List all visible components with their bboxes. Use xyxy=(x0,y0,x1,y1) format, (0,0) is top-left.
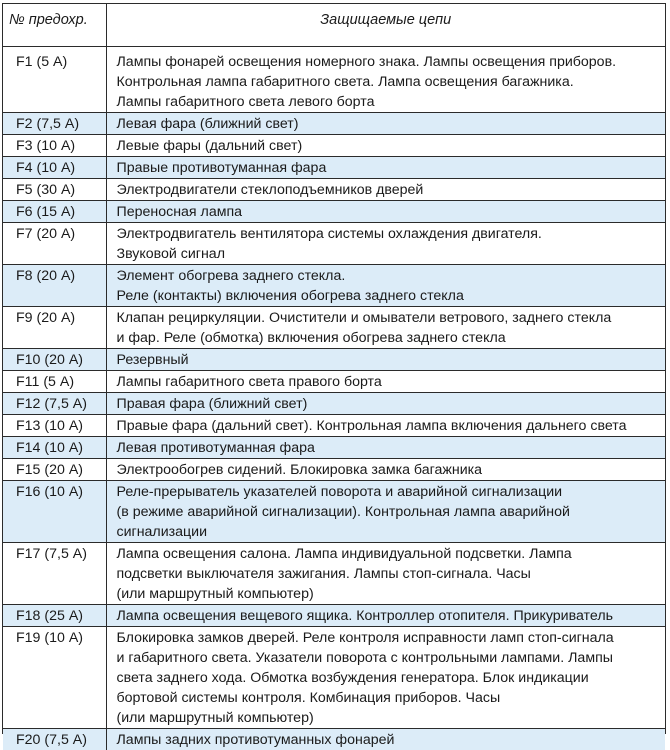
description-line: Левые фары (дальний свет) xyxy=(116,137,303,154)
table-row xyxy=(3,480,665,542)
table-row xyxy=(3,156,665,178)
description-line: Правые фара (дальний свет). Контрольная лампа включения дальнего света xyxy=(116,417,627,434)
fuse-id-cell: F10 (20 А) xyxy=(3,348,106,370)
table-row xyxy=(3,414,665,436)
table-row xyxy=(3,200,665,222)
fuse-id-cell: F14 (10 А) xyxy=(3,436,106,458)
circuit-description-cell xyxy=(106,348,665,370)
table-row xyxy=(3,348,665,370)
description-line: (или маршрутный компьютер) xyxy=(116,709,314,726)
fuse-table xyxy=(3,4,665,750)
fuse-id-cell: F15 (20 А) xyxy=(3,458,106,480)
circuit-description-cell xyxy=(106,222,665,264)
description-line: подсветки выключателя зажигания. Лампы стоп-сигнала. Часы xyxy=(116,565,531,582)
fuse-id-cell: F20 (7,5 А) xyxy=(3,728,106,750)
circuit-description-cell xyxy=(106,178,665,200)
table-row xyxy=(3,604,665,626)
description-line: бортовой системы контроля. Комбинация приборов. Часы xyxy=(116,689,501,706)
table-row xyxy=(3,626,665,728)
fuse-id-cell: F3 (10 А) xyxy=(3,134,106,156)
table-body xyxy=(3,46,665,750)
table-row xyxy=(3,728,665,750)
fuse-id-cell: F5 (30 А) xyxy=(3,178,106,200)
fuse-id-cell: F4 (10 А) xyxy=(3,156,106,178)
description-line: сигнализации xyxy=(116,523,207,540)
description-line: Правые противотуманная фара xyxy=(116,159,327,176)
table-row xyxy=(3,264,665,306)
table-row xyxy=(3,458,665,480)
circuit-description-cell xyxy=(106,370,665,392)
table-header-row xyxy=(3,4,665,46)
description-line: Электродвигатели стеклоподъемников дверей xyxy=(116,181,424,198)
fuse-id-cell: F13 (10 А) xyxy=(3,414,106,436)
description-line: Лампа освещения вещевого ящика. Контроллер отопителя. Прикуриватель xyxy=(116,607,613,624)
description-line: Лампы задних противотуманных фонарей xyxy=(116,731,395,748)
description-line: Блокировка замков дверей. Реле контроля исправности ламп стоп-сигнала xyxy=(116,629,614,646)
table-row xyxy=(3,134,665,156)
fuse-id-cell: F8 (20 А) xyxy=(3,264,106,306)
fuse-id-cell: F9 (20 А) xyxy=(3,306,106,348)
description-line: Лампы фонарей освещения номерного знака. Лампы освещения приборов. xyxy=(116,53,617,70)
description-line: Контрольная лампа габаритного света. Лампа освещения багажника. xyxy=(116,73,574,90)
description-line: Элемент обогрева заднего стекла. xyxy=(116,267,346,284)
description-line: Переносная лампа xyxy=(116,203,243,220)
circuit-description-cell xyxy=(106,156,665,178)
circuit-description-cell xyxy=(106,264,665,306)
circuit-description-cell xyxy=(106,626,665,728)
header-protected-circuits: Защищаемые цепи xyxy=(106,4,665,46)
fuse-id-cell: F2 (7,5 А) xyxy=(3,112,106,134)
circuit-description-cell xyxy=(106,728,665,750)
description-line: Реле (контакты) включения обогрева заднего стекла xyxy=(116,287,464,304)
table-row xyxy=(3,542,665,604)
description-line: (в режиме аварийной сигнализации). Контрольная лампа аварийной xyxy=(116,503,570,520)
circuit-description-cell xyxy=(106,200,665,222)
description-line: и фар. Реле (обмотка) включения обогрева заднего стекла xyxy=(116,329,506,346)
table-row xyxy=(3,112,665,134)
fuse-id-cell: F6 (15 А) xyxy=(3,200,106,222)
fuse-id-cell: F19 (10 А) xyxy=(3,626,106,728)
description-line: Клапан рециркуляции. Очистители и омыватели ветрового, заднего стекла xyxy=(116,309,612,326)
description-line: Лампы габаритного света правого борта xyxy=(116,373,382,390)
fuse-id-cell: F7 (20 А) xyxy=(3,222,106,264)
description-line: Лампа освещения салона. Лампа индивидуальной подсветки. Лампа xyxy=(116,545,572,562)
circuit-description-cell xyxy=(106,436,665,458)
description-line: Левая фара (ближний свет) xyxy=(116,115,299,132)
fuse-id-cell: F12 (7,5 А) xyxy=(3,392,106,414)
circuit-description-cell xyxy=(106,542,665,604)
description-line: Резервный xyxy=(116,351,189,368)
table-row xyxy=(3,46,665,112)
description-line: Звуковой сигнал xyxy=(116,245,225,262)
circuit-description-cell xyxy=(106,46,665,112)
description-line: Электрообогрев сидений. Блокировка замка багажника xyxy=(116,461,483,478)
description-line: Лампы габаритного света левого борта xyxy=(116,93,375,110)
circuit-description-cell xyxy=(106,112,665,134)
table-row xyxy=(3,370,665,392)
description-line: Электродвигатель вентилятора системы охлаждения двигателя. xyxy=(116,225,542,242)
table-row xyxy=(3,222,665,264)
fuse-table-frame xyxy=(2,3,666,748)
table-row xyxy=(3,306,665,348)
circuit-description-cell xyxy=(106,392,665,414)
table-row xyxy=(3,178,665,200)
circuit-description-cell xyxy=(106,414,665,436)
circuit-description-cell xyxy=(106,604,665,626)
fuse-id-cell: F11 (5 А) xyxy=(3,370,106,392)
description-line: Реле-прерыватель указателей поворота и аварийной сигнализации xyxy=(116,483,563,500)
fuse-id-cell: F17 (7,5 А) xyxy=(3,542,106,604)
circuit-description-cell xyxy=(106,458,665,480)
circuit-description-cell xyxy=(106,306,665,348)
fuse-id-cell: F1 (5 А) xyxy=(3,46,106,112)
table-row xyxy=(3,392,665,414)
circuit-description-cell xyxy=(106,480,665,542)
header-fuse-number: № предохр. xyxy=(3,4,106,46)
fuse-id-cell: F18 (25 А) xyxy=(3,604,106,626)
description-line: (или маршрутный компьютер) xyxy=(116,585,314,602)
table-row xyxy=(3,436,665,458)
description-line: и габаритного света. Указатели поворота с контрольными лампами. Лампы xyxy=(116,649,613,666)
fuse-id-cell: F16 (10 А) xyxy=(3,480,106,542)
description-line: света заднего хода. Обмотка возбуждения генератора. Блок индикации xyxy=(116,669,589,686)
description-line: Правая фара (ближний свет) xyxy=(116,395,308,412)
circuit-description-cell xyxy=(106,134,665,156)
description-line: Левая противотуманная фара xyxy=(116,439,315,456)
